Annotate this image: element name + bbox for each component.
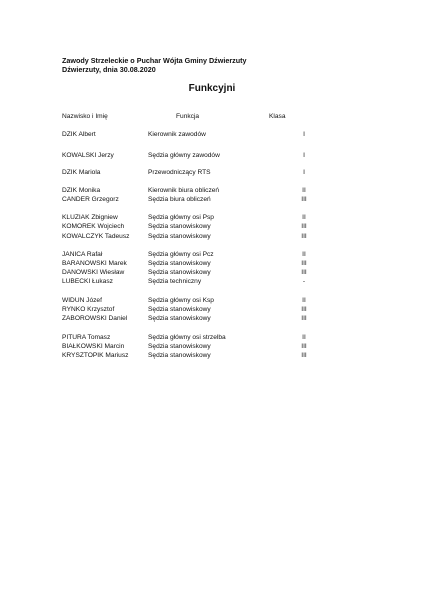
table-row bbox=[0, 315, 424, 324]
row-class: III bbox=[301, 223, 307, 230]
row-class: II bbox=[302, 297, 306, 304]
table-row bbox=[0, 260, 424, 269]
row-function: Sędzia stanowiskowy bbox=[148, 260, 211, 267]
row-name: KRYSZTOPIK Mariusz bbox=[62, 352, 129, 359]
row-class: I bbox=[303, 131, 305, 138]
row-function: Przewodniczący RTS bbox=[148, 169, 211, 176]
row-name: RYNKO Krzysztof bbox=[62, 306, 115, 313]
row-class: II bbox=[302, 251, 306, 258]
row-name: KOWALCZYK Tadeusz bbox=[62, 233, 130, 240]
column-header-class: Klasa bbox=[269, 113, 286, 120]
row-name: CANDER Grzegorz bbox=[62, 196, 119, 203]
row-function: Sędzia stanowiskowy bbox=[148, 223, 211, 230]
row-function: Sędzia stanowiskowy bbox=[148, 306, 211, 313]
row-class: III bbox=[301, 352, 307, 359]
row-function: Sędzia główny osi Psp bbox=[148, 214, 214, 221]
row-name: DZIK Monika bbox=[62, 187, 101, 194]
page-title: Funkcyjni bbox=[188, 83, 236, 94]
row-function: Sędzia główny zawodów bbox=[148, 152, 220, 159]
event-title: Zawody Strzeleckie o Puchar Wójta Gminy Dźwierzuty bbox=[62, 56, 247, 65]
row-function: Sędzia stanowiskowy bbox=[148, 269, 211, 276]
table-row bbox=[0, 269, 424, 278]
row-function: Sędzia techniczny bbox=[148, 278, 202, 285]
row-class: III bbox=[301, 269, 307, 276]
row-class: III bbox=[301, 343, 307, 350]
table-row bbox=[0, 196, 424, 205]
table-row bbox=[0, 131, 424, 140]
row-name: KLUZIAK Zbigniew bbox=[62, 214, 118, 221]
row-function: Sędzia stanowiskowy bbox=[148, 343, 211, 350]
row-function: Sędzia stanowiskowy bbox=[148, 352, 211, 359]
row-class: I bbox=[303, 169, 305, 176]
table-row bbox=[0, 152, 424, 161]
row-name: KOWALSKI Jerzy bbox=[62, 152, 114, 159]
row-class: I bbox=[303, 152, 305, 159]
row-function: Sędzia główny osi Ksp bbox=[148, 297, 214, 304]
row-function: Sędzia główny osi strzelba bbox=[148, 334, 226, 341]
row-name: DZIK Albert bbox=[62, 131, 96, 138]
table-row bbox=[0, 334, 424, 343]
table-row bbox=[0, 306, 424, 315]
row-class: II bbox=[302, 214, 306, 221]
column-header-function: Funkcja bbox=[176, 113, 200, 120]
row-name: JANICA Rafał bbox=[62, 251, 103, 258]
table-row bbox=[0, 352, 424, 361]
row-name: DZIK Mariola bbox=[62, 169, 101, 176]
table-row bbox=[0, 251, 424, 260]
row-name: BIAŁKOWSKI Marcin bbox=[62, 343, 125, 350]
row-name: ZABOROWSKI Daniel bbox=[62, 315, 128, 322]
row-name: KOMOREK Wojciech bbox=[62, 223, 125, 230]
column-header-name: Nazwisko i Imię bbox=[62, 113, 108, 120]
row-name: BARANOWSKI Marek bbox=[62, 260, 127, 267]
row-class: III bbox=[301, 260, 307, 267]
place-date: Dźwierzuty, dnia 30.08.2020 bbox=[62, 65, 156, 74]
table-row bbox=[0, 169, 424, 178]
row-class: III bbox=[301, 306, 307, 313]
row-function: Sędzia stanowiskowy bbox=[148, 233, 211, 240]
table-row bbox=[0, 233, 424, 242]
table-row bbox=[0, 214, 424, 223]
row-class: II bbox=[302, 334, 306, 341]
table-row bbox=[0, 187, 424, 196]
row-class: III bbox=[301, 196, 307, 203]
row-function: Sędzia stanowiskowy bbox=[148, 315, 211, 322]
row-function: Kierownik zawodów bbox=[148, 131, 206, 138]
row-function: Kierownik biura obliczeń bbox=[148, 187, 220, 194]
table-row bbox=[0, 278, 424, 287]
table-row bbox=[0, 343, 424, 352]
table-row bbox=[0, 297, 424, 306]
row-name: LUBECKI Łukasz bbox=[62, 278, 113, 285]
row-name: DANOWSKI Wiesław bbox=[62, 269, 125, 276]
row-name: PITURA Tomasz bbox=[62, 334, 111, 341]
row-name: WIDUN Józef bbox=[62, 297, 102, 304]
row-class: II bbox=[302, 187, 306, 194]
row-class: III bbox=[301, 233, 307, 240]
table-row bbox=[0, 223, 424, 232]
row-class: III bbox=[301, 315, 307, 322]
row-function: Sędzia główny osi Pcz bbox=[148, 251, 214, 258]
row-function: Sędzia biura obliczeń bbox=[148, 196, 211, 203]
row-class: - bbox=[302, 278, 306, 285]
